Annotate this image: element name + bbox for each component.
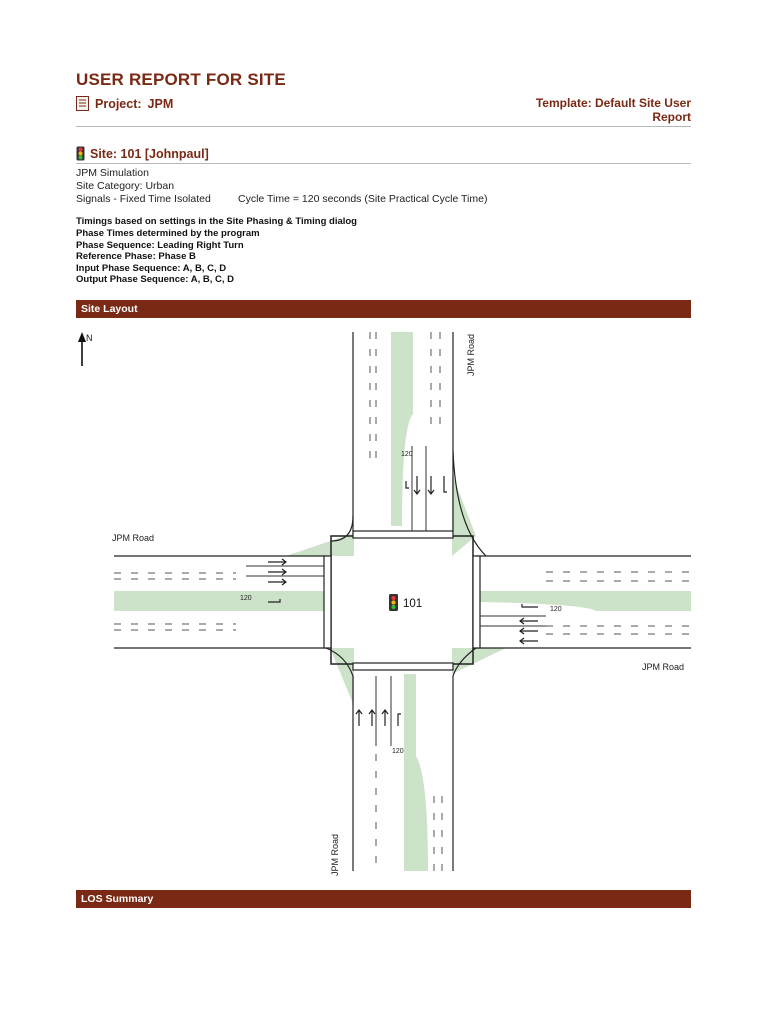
template-line-1: Template: Default Site User [535, 96, 691, 110]
report-title: USER REPORT FOR SITE [76, 70, 286, 89]
road-label-north: JPM Road [466, 333, 476, 376]
template-name [471, 96, 691, 124]
lane-length-west: 120 [240, 595, 252, 602]
lane-length-north: 120 [401, 451, 413, 458]
project-label: Project: [95, 96, 142, 111]
project-name: JPM [147, 96, 174, 111]
site-category: Site Category: Urban [76, 180, 175, 192]
site-signals: Signals - Fixed Time Isolated [76, 193, 211, 205]
lane-length-south: 120 [392, 748, 404, 755]
lane-length-east: 120 [550, 606, 562, 613]
input-phase-sequence: Input Phase Sequence: A, B, C, D [76, 263, 227, 274]
site-title: Site: 101 [Johnpaul] [90, 146, 209, 161]
site-cycle-time: Cycle Time = 120 seconds (Site Practical Cycle Time) [238, 193, 488, 205]
project-line [76, 96, 173, 111]
output-phase-sequence: Output Phase Sequence: A, B, C, D [76, 274, 235, 285]
site-divider [76, 163, 691, 164]
phase-times: Phase Times determined by the program [76, 228, 260, 239]
site-layout-diagram [76, 326, 691, 876]
north-arrow [78, 332, 93, 366]
phase-sequence: Phase Sequence: Leading Right Turn [76, 240, 244, 251]
traffic-light-icon [76, 146, 85, 161]
los-summary-header: LOS Summary [76, 890, 691, 908]
road-label-east: JPM Road [642, 662, 685, 672]
site-signal-marker [389, 594, 422, 611]
document-icon [76, 96, 89, 111]
header-divider [76, 126, 691, 127]
site-layout-header: Site Layout [76, 300, 691, 318]
road-label-south: JPM Road [330, 833, 340, 876]
site-heading [76, 146, 209, 161]
road-label-west: JPM Road [112, 533, 155, 543]
timing-basis: Timings based on settings in the Site Phasing & Timing dialog [76, 216, 357, 227]
reference-phase: Reference Phase: Phase B [76, 251, 196, 262]
north-label: N [86, 333, 93, 343]
site-id-label: 101 [403, 598, 423, 610]
site-simulation: JPM Simulation [76, 167, 149, 179]
template-line-2: Report [652, 110, 691, 124]
